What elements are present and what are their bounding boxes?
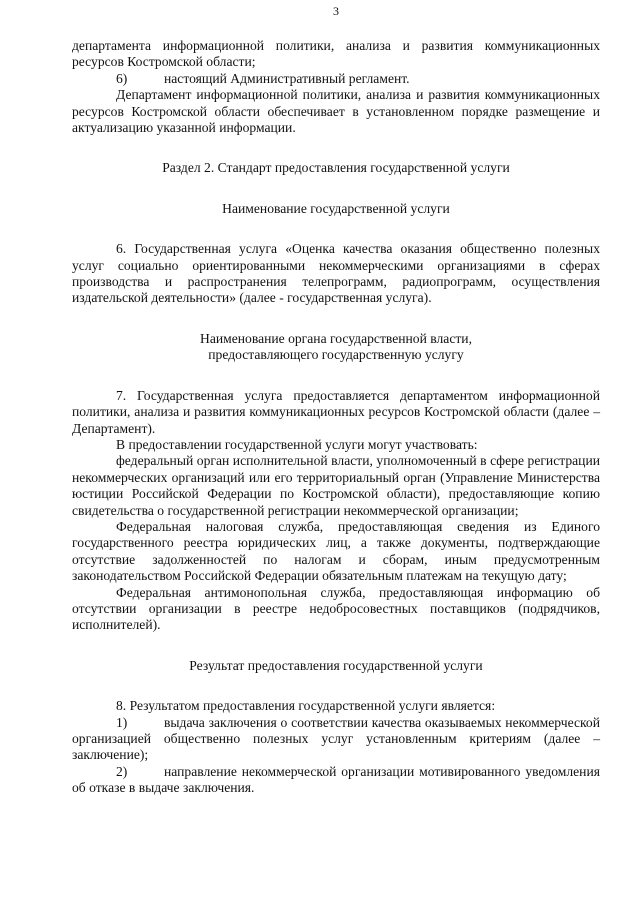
section-title: Раздел 2. Стандарт предоставления государственной услуги <box>162 160 510 176</box>
paragraph-continuation: департамента информационной политики, анализа и развития коммуникационных ресурсов Костромской области; <box>72 38 600 70</box>
paragraph-7-tax-service: Федеральная налоговая служба, предоставляющая сведения из Единого государственного реестра юридических лиц, а также документы, подтверждающие отсутствие задолженностей по налогам и сборам, иным предусмотренным законодательством Российской Федерации обязательным платежам на текущую дату; <box>72 518 600 584</box>
paragraph-7-participants: В предоставлении государственной услуги могут участвовать: <box>116 436 478 452</box>
list-item-8-2 <box>72 764 600 797</box>
list-item-number: 6) <box>116 70 128 86</box>
paragraph-8: 8. Результатом предоставления государственной услуги является: <box>116 698 496 714</box>
list-item-8-1 <box>72 715 600 764</box>
document-page <box>72 0 600 905</box>
page-number: 3 <box>333 4 339 18</box>
document-body <box>72 38 600 797</box>
list-item-number: 1) <box>116 714 128 730</box>
heading-organ-line-1: Наименование органа государственной власти, <box>200 330 472 346</box>
heading-result: Результат предоставления государственной услуги <box>189 657 483 673</box>
paragraph-7-antimonopoly: Федеральная антимонопольная служба, предоставляющая информацию об отсутствии организации в реестре недобросовестных поставщиков (подрядчиков, исполнителей). <box>72 584 600 633</box>
paragraph-7-federal-organ: федеральный орган исполнительной власти, уполномоченный в сфере регистрации некоммерческих организаций или его территориальный орган (Управление Министерства юстиции Российской Федерации по Костромской области), предоставляющие копию свидетельства о государственной регистрации некоммерческой организации; <box>72 453 600 518</box>
list-item-text: направление некоммерческой организации мотивированного уведомления об отказе в выдаче заключения. <box>72 763 600 796</box>
list-item-text: выдача заключения о соответствии качества оказываемых некоммерческой организацией общественно полезных услуг установленным критериям (далее – заключение); <box>72 714 600 763</box>
list-item-6 <box>72 71 600 87</box>
paragraph-7: 7. Государственная услуга предоставляется департаментом информационной политики, анализа и развития коммуникационных ресурсов Костромской области (далее – Департамент). <box>72 387 600 436</box>
heading-organ-line-2: предоставляющего государственную услугу <box>208 347 464 363</box>
paragraph-6: 6. Государственная услуга «Оценка качества оказания общественно полезных услуг социально ориентированными некоммерческими организациями в сферах производства и распространения телепрограмм, радиопрограмм, осуществления издательской деятельности» (далее - государственная услуга). <box>72 241 600 306</box>
list-item-number: 2) <box>116 763 128 779</box>
heading-service-name: Наименование государственной услуги <box>222 200 450 216</box>
paragraph-department: Департамент информационной политики, анализа и развития коммуникационных ресурсов Костромской области обеспечивает в установленном порядке размещение и актуализацию указанной информации. <box>72 87 600 136</box>
list-item-text: настоящий Административный регламент. <box>164 70 410 86</box>
